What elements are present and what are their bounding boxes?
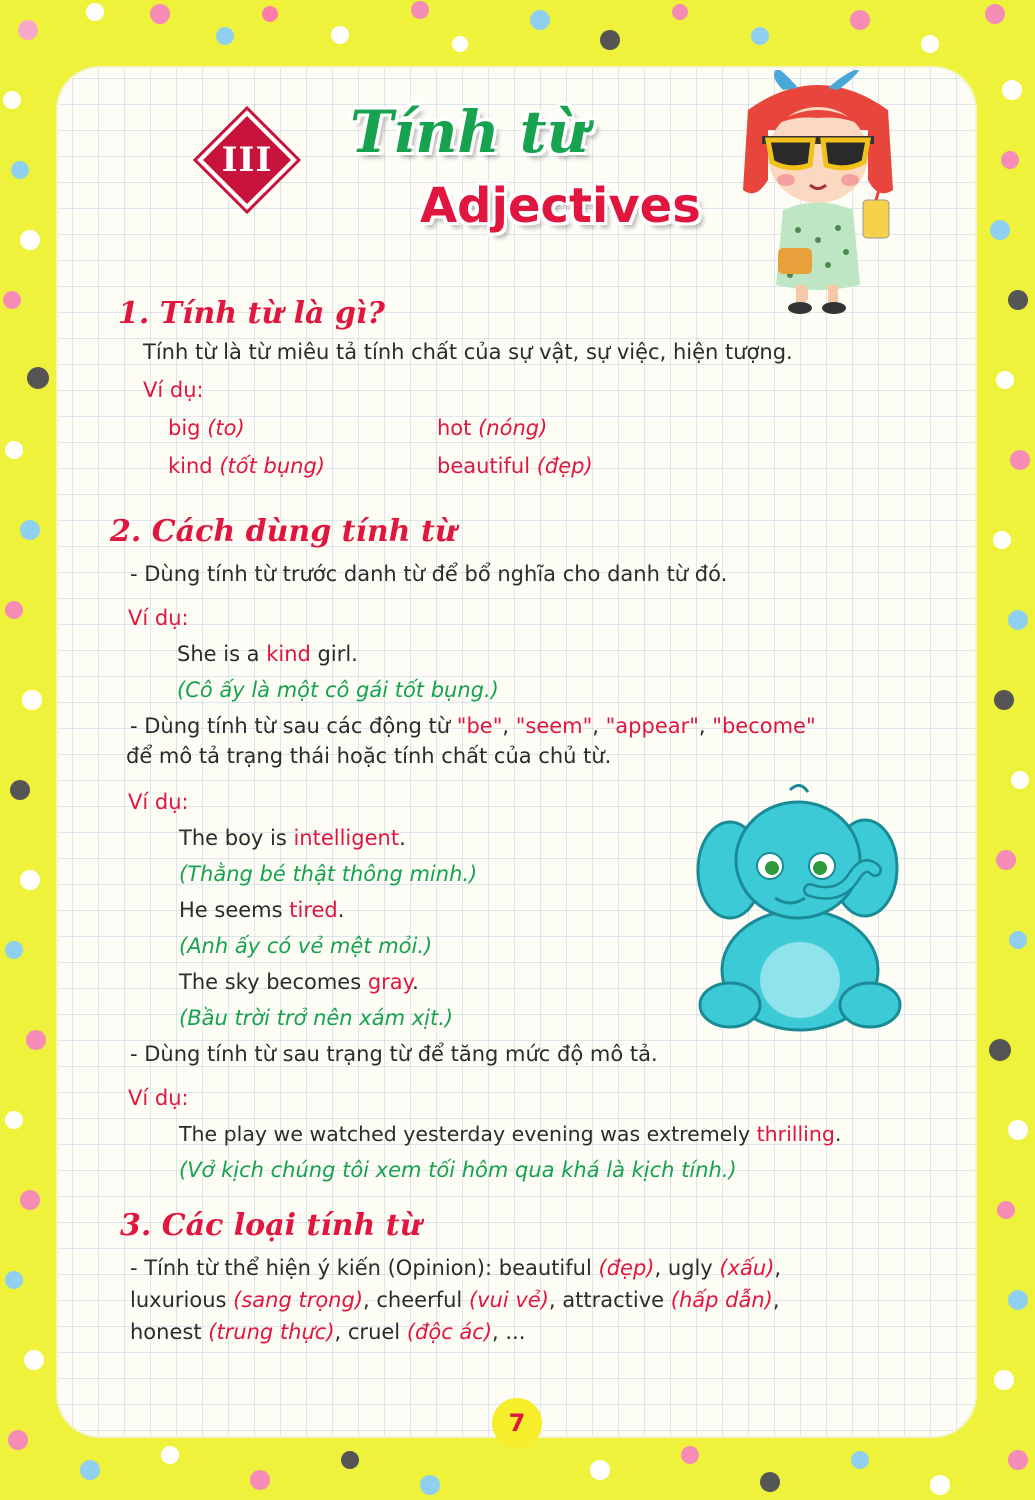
- example-sentence: The play we watched yesterday evening was extremely thrilling.: [179, 1122, 842, 1146]
- example-translation: (Bầu trời trở nên xám xịt.): [179, 1006, 454, 1030]
- rule-2-example-label: Ví dụ:: [128, 790, 189, 814]
- elephant-illustration: [690, 780, 910, 1040]
- example-sentence: The sky becomes gray.: [179, 970, 419, 994]
- example-item: beautiful (đẹp): [437, 454, 593, 478]
- opinion-line-1: - Tính từ thể hiện ý kiến (Opinion): beautiful (đẹp), ugly (xấu),: [130, 1256, 782, 1280]
- opinion-line-2: luxurious (sang trọng), cheerful (vui vẻ), attractive (hấp dẫn),: [130, 1288, 780, 1312]
- section-1-definition: Tính từ là từ miêu tả tính chất của sự vật, sự việc, hiện tượng.: [143, 340, 793, 364]
- example-translation: (Anh ấy có vẻ mệt mỏi.): [179, 934, 433, 958]
- example-translation: (Vở kịch chúng tôi xem tối hôm qua khá là kịch tính.): [179, 1158, 737, 1182]
- rule-3-example-label: Ví dụ:: [128, 1086, 189, 1110]
- page-number: 7: [492, 1398, 542, 1448]
- page-title-en: Adjectives: [420, 178, 701, 234]
- opinion-line-3: honest (trung thực), cruel (độc ác), ...: [130, 1320, 526, 1344]
- example-translation: (Thằng bé thật thông minh.): [179, 862, 478, 886]
- example-item: big (to): [168, 416, 245, 440]
- example-item: kind (tốt bụng): [168, 454, 325, 478]
- rule-2-text: - Dùng tính từ sau các động từ "be", "seem", "appear", "become": [130, 714, 816, 738]
- rule-1-text: - Dùng tính từ trước danh từ để bổ nghĩa cho danh từ đó.: [130, 562, 728, 586]
- example-sentence: The boy is intelligent.: [179, 826, 406, 850]
- girl-illustration: [728, 70, 908, 320]
- section-1-example-label: Ví dụ:: [143, 378, 204, 402]
- section-1-heading: 1. Tính từ là gì?: [118, 296, 385, 331]
- example-translation: (Cô ấy là một cô gái tốt bụng.): [177, 678, 499, 702]
- example-sentence: He seems tired.: [179, 898, 345, 922]
- section-3-heading: 3. Các loại tính từ: [120, 1208, 422, 1243]
- example-sentence: She is a kind girl.: [177, 642, 358, 666]
- page-title-vi: Tính từ: [350, 98, 589, 166]
- example-item: hot (nóng): [437, 416, 548, 440]
- rule-3-text: - Dùng tính từ sau trạng từ để tăng mức độ mô tả.: [130, 1042, 658, 1066]
- section-2-heading: 2. Cách dùng tính từ: [110, 514, 457, 549]
- chapter-number: III: [221, 140, 273, 180]
- rule-1-example-label: Ví dụ:: [128, 606, 189, 630]
- rule-2-text-cont: để mô tả trạng thái hoặc tính chất của chủ từ.: [126, 744, 612, 768]
